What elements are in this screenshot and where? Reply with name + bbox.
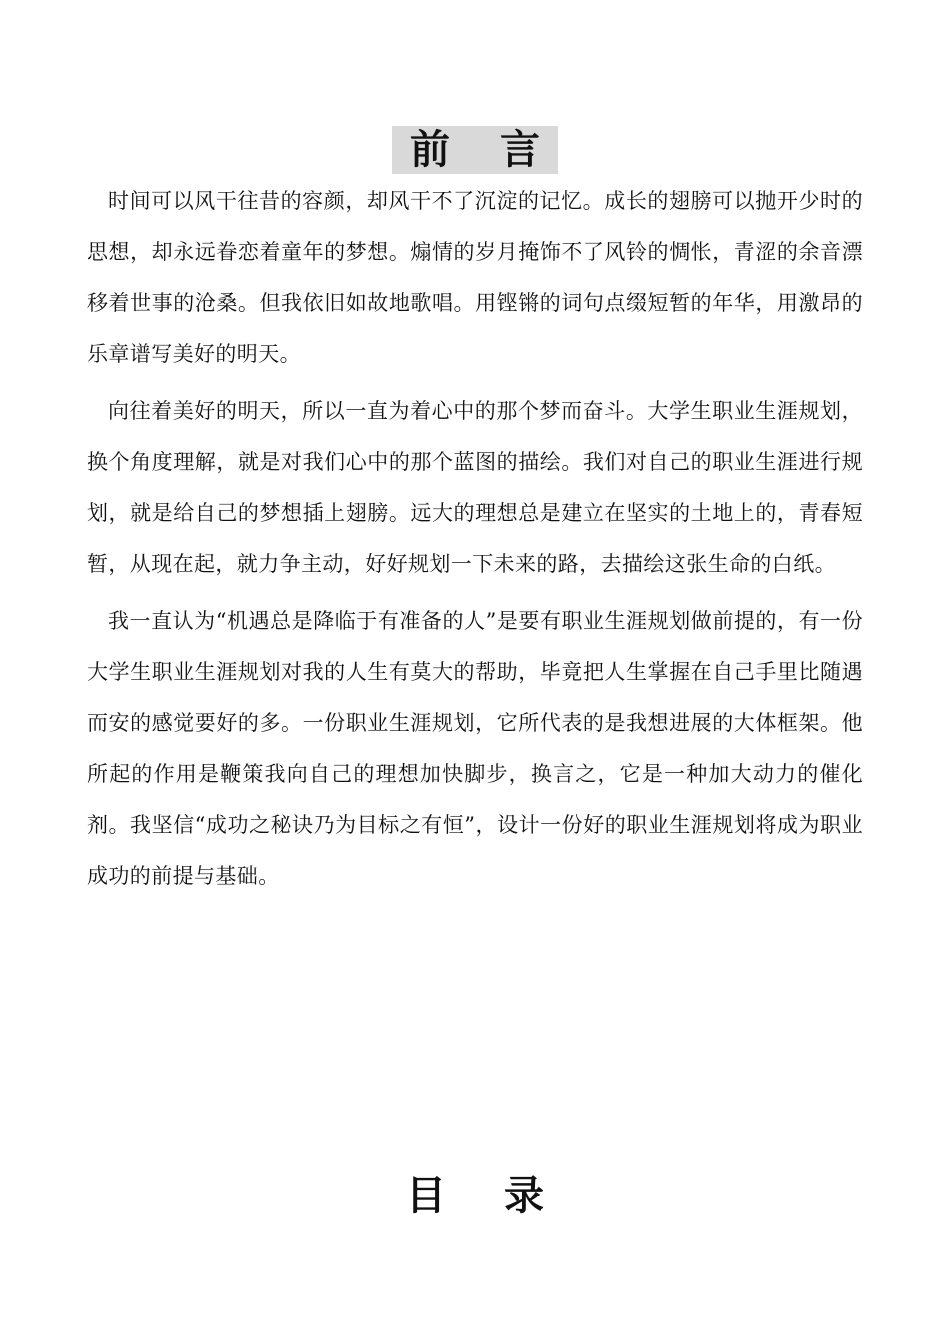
preface-title: 前 言 (392, 126, 558, 174)
preface-header (0, 126, 950, 174)
toc-header (0, 1172, 950, 1220)
preface-paragraph-1: 时间可以风干往昔的容颜，却风干不了沉淀的记忆。成长的翅膀可以抛开少时的思想，却永远眷恋着童年的梦想。煽情的岁月掩饰不了风铃的惆怅，青涩的余音漂移着世事的沧桑。但我依旧如故地歌唱。用铿锵的词句点缀短暂的年华，用激昂的乐章谱写美好的明天。 (87, 189, 863, 366)
preface-paragraph-2: 向往着美好的明天，所以一直为着心中的那个梦而奋斗。大学生职业生涯规划，换个角度理解，就是对我们心中的那个蓝图的描绘。我们对自己的职业生涯进行规划，就是给自己的梦想插上翅膀。远大的理想总是建立在坚实的土地上的，青春短暂，从现在起，就力争主动，好好规划一下未来的路，去描绘这张生命的白纸。 (87, 399, 863, 576)
preface-body (87, 176, 863, 908)
toc-title: 目 录 (406, 1173, 566, 1219)
preface-paragraph-3: 我一直认为“机遇总是降临于有准备的人”是要有职业生涯规划做前提的，有一份大学生职业生涯规划对我的人生有莫大的帮助，毕竟把人生掌握在自己手里比随遇而安的感觉要好的多。一份职业生涯规划，它所代表的是我想进展的大体框架。他所起的作用是鞭策我向自己的理想加快脚步，换言之，它是一种加大动力的催化剂。我坚信“成功之秘诀乃为目标之有恒”，设计一份好的职业生涯规划将成为职业成功的前提与基础。 (87, 609, 863, 888)
